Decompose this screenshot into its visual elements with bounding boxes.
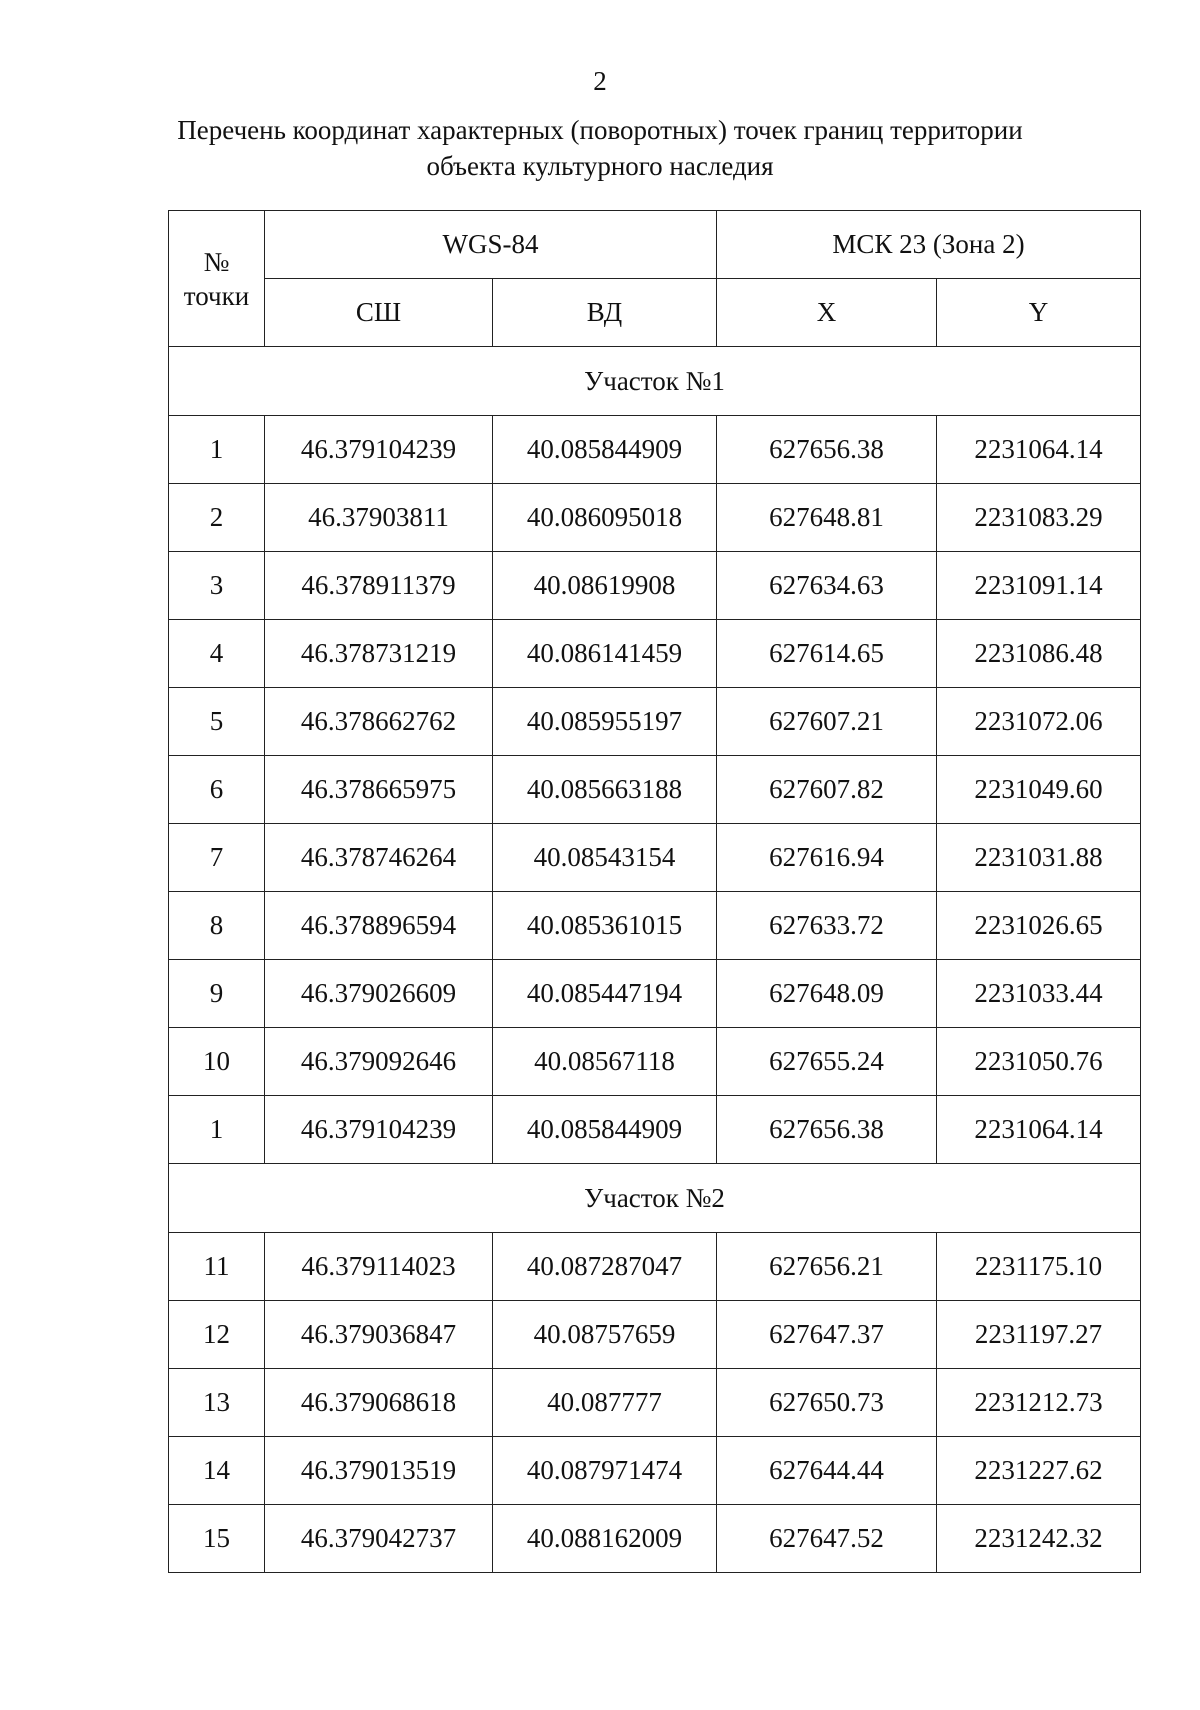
longitude-cell: 40.085361015: [493, 892, 717, 960]
y-cell: 2231227.62: [937, 1437, 1141, 1505]
document-title-line-2: объекта культурного наследия: [426, 151, 774, 181]
latitude-cell: 46.379026609: [265, 960, 493, 1028]
longitude-cell: 40.08543154: [493, 824, 717, 892]
y-cell: 2231064.14: [937, 1096, 1141, 1164]
table-row: [169, 1369, 1141, 1437]
y-cell: 2231064.14: [937, 416, 1141, 484]
point-number-cell: 6: [169, 756, 265, 824]
y-cell: 2231026.65: [937, 892, 1141, 960]
latitude-cell: 46.379092646: [265, 1028, 493, 1096]
point-number-cell: 7: [169, 824, 265, 892]
longitude-cell: 40.085447194: [493, 960, 717, 1028]
point-number-cell: 12: [169, 1301, 265, 1369]
section-title: Участок №2: [169, 1164, 1141, 1233]
latitude-cell: 46.379068618: [265, 1369, 493, 1437]
longitude-cell: 40.085663188: [493, 756, 717, 824]
x-cell: 627634.63: [717, 552, 937, 620]
table-row: [169, 892, 1141, 960]
section-title: Участок №1: [169, 347, 1141, 416]
section-row: [169, 347, 1141, 416]
x-cell: 627644.44: [717, 1437, 937, 1505]
point-number-cell: 9: [169, 960, 265, 1028]
y-cell: 2231083.29: [937, 484, 1141, 552]
table-row: [169, 1505, 1141, 1573]
point-number-cell: 1: [169, 416, 265, 484]
table-row: [169, 484, 1141, 552]
table-row: [169, 960, 1141, 1028]
x-cell: 627614.65: [717, 620, 937, 688]
x-cell: 627655.24: [717, 1028, 937, 1096]
point-number-cell: 8: [169, 892, 265, 960]
table-row: [169, 1233, 1141, 1301]
y-cell: 2231091.14: [937, 552, 1141, 620]
latitude-cell: 46.379104239: [265, 1096, 493, 1164]
latitude-cell: 46.378665975: [265, 756, 493, 824]
table-row: [169, 416, 1141, 484]
x-cell: 627648.81: [717, 484, 937, 552]
point-number-cell: 14: [169, 1437, 265, 1505]
y-cell: 2231072.06: [937, 688, 1141, 756]
section-row: [169, 1164, 1141, 1233]
latitude-cell: 46.379036847: [265, 1301, 493, 1369]
table-body: [169, 347, 1141, 1573]
y-cell: 2231242.32: [937, 1505, 1141, 1573]
point-number-cell: 3: [169, 552, 265, 620]
y-cell: 2231050.76: [937, 1028, 1141, 1096]
table-row: [169, 688, 1141, 756]
latitude-cell: 46.379114023: [265, 1233, 493, 1301]
msk23-header: МСК 23 (Зона 2): [717, 211, 1141, 279]
point-number-cell: 4: [169, 620, 265, 688]
x-cell: 627656.38: [717, 416, 937, 484]
x-cell: 627633.72: [717, 892, 937, 960]
longitude-cell: 40.087777: [493, 1369, 717, 1437]
longitude-cell: 40.085844909: [493, 1096, 717, 1164]
y-header: Y: [937, 279, 1141, 347]
longitude-cell: 40.085844909: [493, 416, 717, 484]
table-row: [169, 824, 1141, 892]
x-cell: 627656.38: [717, 1096, 937, 1164]
y-cell: 2231031.88: [937, 824, 1141, 892]
x-cell: 627648.09: [717, 960, 937, 1028]
point-number-cell: 10: [169, 1028, 265, 1096]
y-cell: 2231212.73: [937, 1369, 1141, 1437]
page-number: 2: [593, 66, 607, 96]
document-title: [150, 112, 1050, 184]
longitude-cell: 40.086141459: [493, 620, 717, 688]
longitude-cell: 40.087287047: [493, 1233, 717, 1301]
point-number-header-symbol: №: [203, 246, 230, 277]
x-cell: 627656.21: [717, 1233, 937, 1301]
table-row: [169, 552, 1141, 620]
x-cell: 627607.21: [717, 688, 937, 756]
longitude-header: ВД: [493, 279, 717, 347]
point-number-header: [169, 211, 265, 347]
document-title-line-1: Перечень координат характерных (поворотных) точек границ территории: [177, 115, 1023, 145]
latitude-cell: 46.379042737: [265, 1505, 493, 1573]
point-number-cell: 13: [169, 1369, 265, 1437]
wgs84-header: WGS-84: [265, 211, 717, 279]
latitude-cell: 46.379104239: [265, 416, 493, 484]
latitude-cell: 46.378911379: [265, 552, 493, 620]
latitude-header: СШ: [265, 279, 493, 347]
table-row: [169, 1301, 1141, 1369]
x-cell: 627616.94: [717, 824, 937, 892]
latitude-cell: 46.378662762: [265, 688, 493, 756]
y-cell: 2231197.27: [937, 1301, 1141, 1369]
x-cell: 627650.73: [717, 1369, 937, 1437]
latitude-cell: 46.379013519: [265, 1437, 493, 1505]
longitude-cell: 40.085955197: [493, 688, 717, 756]
point-number-cell: 5: [169, 688, 265, 756]
x-cell: 627607.82: [717, 756, 937, 824]
x-header: X: [717, 279, 937, 347]
point-number-header-label: точки: [183, 280, 250, 311]
y-cell: 2231049.60: [937, 756, 1141, 824]
point-number-cell: 2: [169, 484, 265, 552]
longitude-cell: 40.08757659: [493, 1301, 717, 1369]
table-row: [169, 620, 1141, 688]
table-row: [169, 756, 1141, 824]
latitude-cell: 46.37903811: [265, 484, 493, 552]
y-cell: 2231086.48: [937, 620, 1141, 688]
coordinates-table: [168, 210, 1141, 1573]
latitude-cell: 46.378731219: [265, 620, 493, 688]
latitude-cell: 46.378896594: [265, 892, 493, 960]
y-cell: 2231033.44: [937, 960, 1141, 1028]
longitude-cell: 40.088162009: [493, 1505, 717, 1573]
table-row: [169, 1437, 1141, 1505]
longitude-cell: 40.08619908: [493, 552, 717, 620]
point-number-cell: 15: [169, 1505, 265, 1573]
y-cell: 2231175.10: [937, 1233, 1141, 1301]
point-number-cell: 11: [169, 1233, 265, 1301]
longitude-cell: 40.087971474: [493, 1437, 717, 1505]
longitude-cell: 40.086095018: [493, 484, 717, 552]
table-row: [169, 1096, 1141, 1164]
table-row: [169, 1028, 1141, 1096]
longitude-cell: 40.08567118: [493, 1028, 717, 1096]
x-cell: 627647.52: [717, 1505, 937, 1573]
point-number-cell: 1: [169, 1096, 265, 1164]
x-cell: 627647.37: [717, 1301, 937, 1369]
latitude-cell: 46.378746264: [265, 824, 493, 892]
